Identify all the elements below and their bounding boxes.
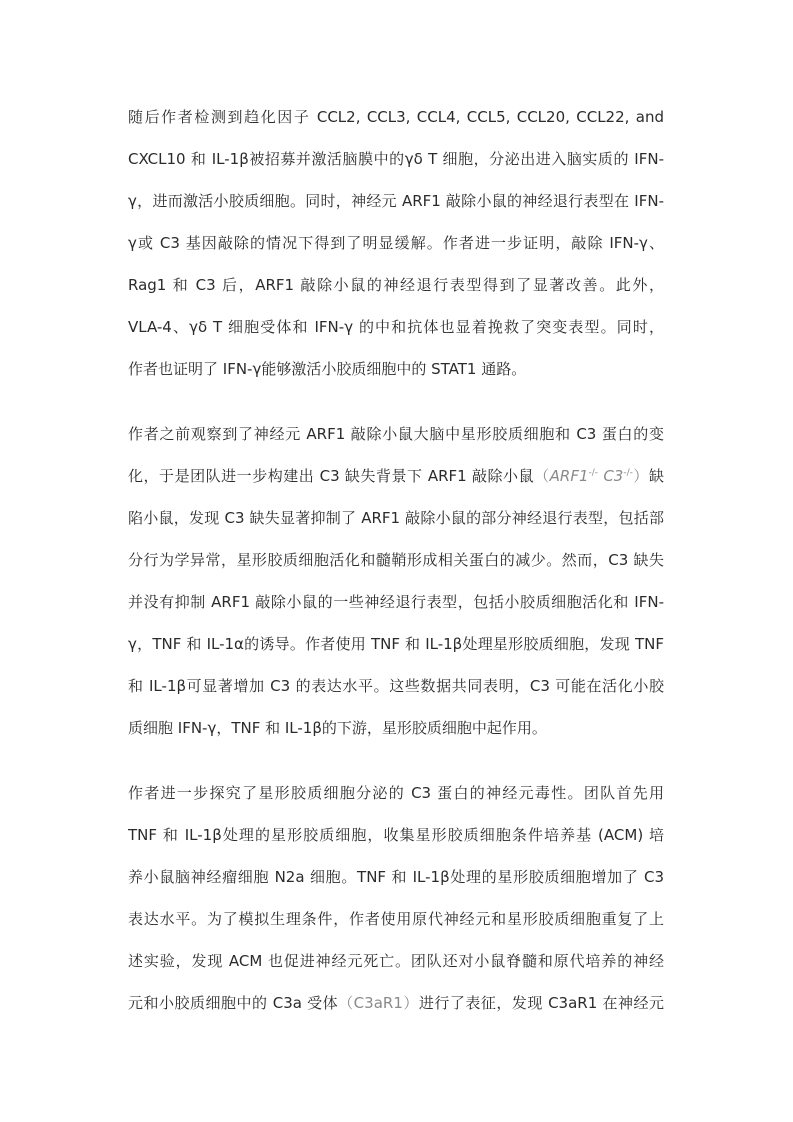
line-text-after: 进行了表征，发现 C3aR1 在神经元: [418, 994, 664, 1012]
text-line: TNF 和 IL-1β处理的星形胶质细胞，收集星形胶质细胞条件培养基 (ACM) 培: [128, 826, 664, 844]
text-line: γ，进而激活小胶质细胞。同时，神经元 ARF1 敲除小鼠的神经退行表型在 IFN-: [128, 192, 664, 210]
text-line: γ，TNF 和 IL-1α的诱导。作者使用 TNF 和 IL-1β处理星形胶质细胞，发现 TNF: [128, 635, 664, 653]
text-line: 随后作者检测到趋化因子 CCL2, CCL3, CCL4, CCL5, CCL20, CCL22, and: [128, 108, 664, 126]
line-text-before: 化，于是团队进一步构建出 C3 缺失背景下 ARF1 敲除小鼠: [128, 467, 535, 485]
genotype-arf1-superscript: -/-: [588, 468, 599, 478]
receptor-label: （C3aR1）: [338, 994, 419, 1012]
genotype-c3-superscript: -/-: [623, 468, 633, 478]
text-line: 质细胞 IFN-γ，TNF 和 IL-1β的下游，星形胶质细胞中起作用。: [128, 719, 547, 737]
text-line: CXCL10 和 IL-1β被招募并激活脑膜中的γδ T 细胞，分泌出进入脑实质的 IFN-: [128, 150, 664, 168]
text-line: Rag1 和 C3 后，ARF1 敲除小鼠的神经退行表型得到了显著改善。此外，: [128, 276, 664, 294]
text-line: 作者也证明了 IFN-γ能够激活小胶质细胞中的 STAT1 通路。: [128, 360, 527, 378]
text-line: 作者进一步探究了星形胶质细胞分泌的 C3 蛋白的神经元毒性。团队首先用: [128, 784, 664, 802]
genotype-c3: C3: [603, 467, 624, 485]
text-line: 表达水平。为了模拟生理条件，作者使用原代神经元和星形胶质细胞重复了上: [128, 910, 664, 928]
text-line: 并没有抑制 ARF1 敲除小鼠的一些神经退行表型，包括小胶质细胞活化和 IFN-: [128, 593, 664, 611]
text-line: 养小鼠脑神经瘤细胞 N2a 细胞。TNF 和 IL-1β处理的星形胶质细胞增加了 C3: [128, 868, 664, 886]
text-line-with-receptor: [128, 986, 664, 1020]
genotype-arf1: ARF1: [549, 467, 589, 485]
text-line: 陷小鼠，发现 C3 缺失显著抑制了 ARF1 敲除小鼠的部分神经退行表型，包括部: [128, 509, 664, 527]
open-paren: （: [534, 467, 550, 485]
text-line: 作者之前观察到了神经元 ARF1 敲除小鼠大脑中星形胶质细胞和 C3 蛋白的变: [128, 425, 664, 443]
text-line: 分行为学异常，星形胶质细胞活化和髓鞘形成相关蛋白的减少。然而，C3 缺失: [128, 551, 664, 569]
text-line: γ或 C3 基因敲除的情况下得到了明显缓解。作者进一步证明，敲除 IFN-γ、: [128, 234, 664, 252]
close-paren: ）: [632, 467, 649, 485]
text-line: VLA-4、γδ T 细胞受体和 IFN-γ 的中和抗体也显着挽救了突变表型。同时，: [128, 318, 664, 336]
line-text-before: 元和小胶质细胞中的 C3a 受体: [128, 994, 339, 1012]
line-text-after: 缺: [648, 467, 664, 485]
text-line: 述实验，发现 ACM 也促进神经元死亡。团队还对小鼠脊髓和原代培养的神经: [128, 952, 664, 970]
text-line-with-genotype: [128, 459, 664, 493]
text-line: 和 IL-1β可显著增加 C3 的表达水平。这些数据共同表明，C3 可能在活化小胶: [128, 677, 664, 695]
